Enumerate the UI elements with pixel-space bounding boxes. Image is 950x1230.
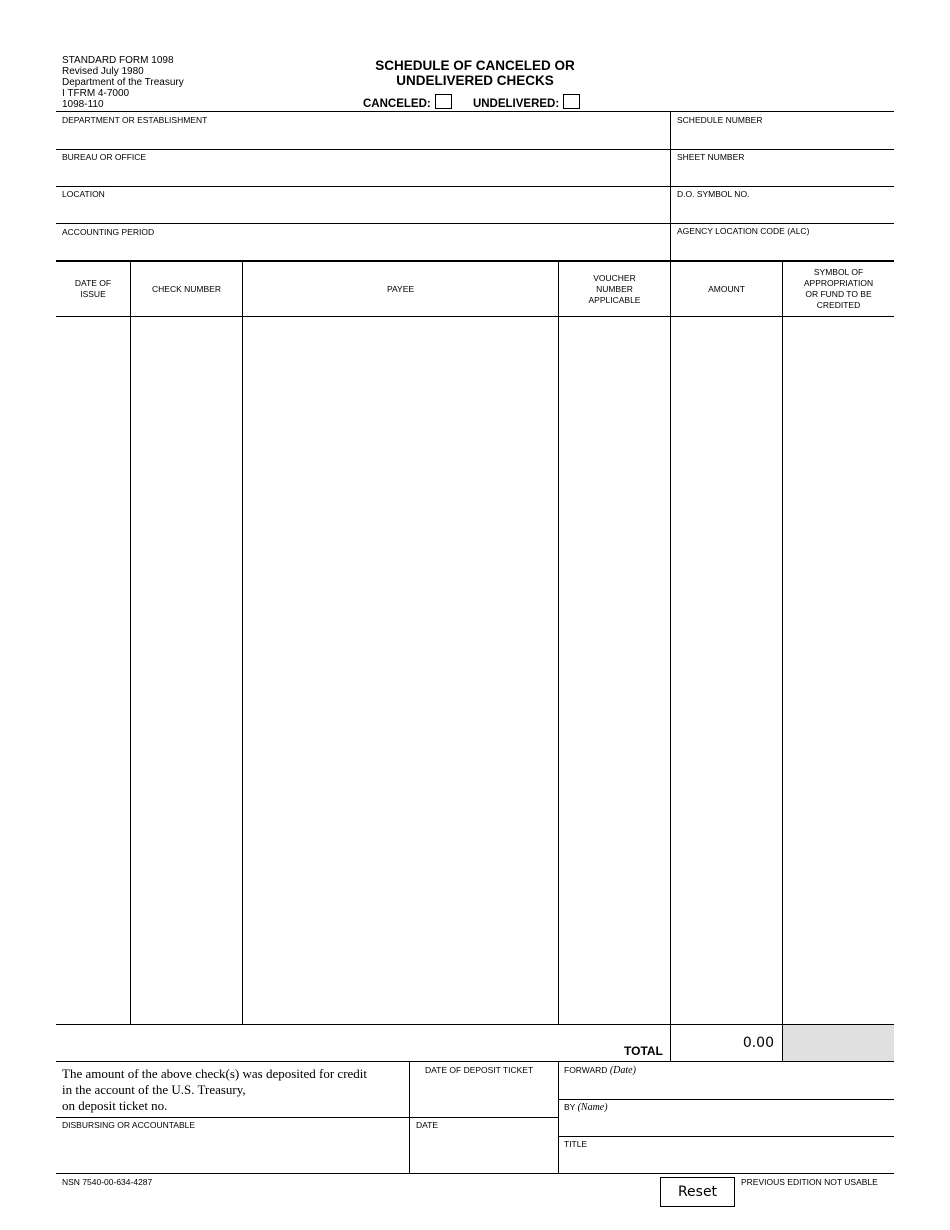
divider [56, 223, 894, 224]
divider [670, 111, 671, 261]
divider [670, 261, 671, 1062]
col-header-payee: PAYEE [386, 283, 415, 294]
by-text: BY [564, 1102, 576, 1112]
bureau-input[interactable] [60, 165, 669, 185]
divider [558, 1099, 894, 1100]
form-name: STANDARD FORM 1098 [62, 55, 174, 66]
department-label: DEPARTMENT OR ESTABLISHMENT [62, 115, 208, 125]
divider [56, 149, 894, 150]
symbol-column[interactable] [786, 320, 894, 1024]
col-voucher-line: NUMBER [596, 283, 633, 294]
schedule-number-input[interactable] [675, 128, 894, 148]
payee-column[interactable] [246, 320, 558, 1024]
deposit-line: on deposit ticket no. [62, 1098, 168, 1113]
col-header-amount: AMOUNT [708, 283, 745, 294]
divider [56, 1024, 894, 1025]
undelivered-label: UNDELIVERED: [472, 98, 560, 110]
disbursing-input[interactable] [60, 1136, 409, 1168]
by-hint: (Name) [577, 1102, 608, 1113]
deposit-line: The amount of the above check(s) was deposited for credit [62, 1066, 368, 1081]
canceled-label: CANCELED: [363, 98, 431, 110]
col-voucher-line: VOUCHER [593, 272, 636, 283]
title-input[interactable] [562, 1152, 894, 1172]
date-input[interactable] [413, 1136, 557, 1168]
total-amount[interactable]: 0.00 [742, 1035, 774, 1051]
undelivered-checkbox[interactable] [563, 94, 580, 109]
check-type-selector [363, 94, 580, 110]
nsn-number: NSN 7540-00-634-4287 [62, 1177, 153, 1187]
col-date-line: ISSUE [80, 289, 106, 299]
date-of-deposit-label: DATE OF DEPOSIT TICKET [425, 1065, 534, 1075]
forward-hint: (Date) [609, 1065, 636, 1076]
previous-edition-note: PREVIOUS EDITION NOT USABLE [741, 1177, 878, 1187]
department-text: Department of the Treasury [62, 77, 184, 88]
by-input[interactable] [562, 1116, 894, 1136]
divider [242, 261, 243, 1025]
divider [56, 1061, 894, 1062]
deposit-ticket-number-input[interactable] [185, 1097, 404, 1115]
col-symbol-line: SYMBOL OF [813, 267, 864, 277]
title-line-2: UNDELIVERED CHECKS [396, 73, 554, 88]
col-date-line: DATE OF [74, 278, 112, 288]
bureau-label: BUREAU OR OFFICE [62, 152, 147, 162]
divider [558, 261, 559, 1025]
title-label: TITLE [564, 1139, 588, 1149]
divider [558, 1061, 559, 1173]
schedule-number-label: SCHEDULE NUMBER [677, 115, 763, 125]
col-symbol-line: OR FUND TO BE [805, 289, 872, 299]
divider [558, 1136, 894, 1137]
col-header-symbol [783, 262, 894, 316]
divider [56, 316, 894, 317]
form-identification [62, 55, 184, 110]
deposit-line: in the account of the U.S. Treasury, [62, 1082, 246, 1097]
divider [56, 186, 894, 187]
col-symbol-line: CREDITED [816, 300, 861, 310]
form-title [330, 58, 620, 88]
title-line-1: SCHEDULE OF CANCELED OR [375, 58, 575, 73]
tfrm-code: I TFRM 4-7000 [62, 88, 130, 99]
accounting-period-input[interactable] [60, 239, 669, 259]
col-symbol-line: APPROPRIATION [803, 278, 874, 288]
alc-input[interactable] [675, 239, 894, 259]
divider [130, 261, 131, 1025]
check-number-column[interactable] [134, 320, 242, 1024]
location-input[interactable] [60, 202, 669, 222]
col-voucher-line: APPLICABLE [588, 294, 641, 305]
voucher-column[interactable] [562, 320, 670, 1024]
sheet-number-input[interactable] [675, 165, 894, 185]
alc-label: AGENCY LOCATION CODE (ALC) [677, 226, 810, 236]
by-label [564, 1102, 608, 1113]
amount-column[interactable] [674, 320, 782, 1024]
total-shaded-cell [783, 1025, 894, 1061]
disbursing-label: DISBURSING OR ACCOUNTABLE [62, 1120, 196, 1130]
location-label: LOCATION [62, 189, 105, 199]
col-header-date [56, 262, 130, 316]
reset-button[interactable]: Reset [660, 1177, 735, 1207]
divider [56, 1117, 558, 1118]
date-label: DATE [416, 1120, 439, 1130]
total-label: TOTAL [624, 1044, 663, 1058]
divider [56, 1173, 894, 1174]
date-of-issue-column[interactable] [58, 320, 130, 1024]
canceled-checkbox[interactable] [435, 94, 452, 109]
do-symbol-input[interactable] [675, 202, 894, 222]
forward-text: FORWARD [564, 1065, 608, 1075]
department-input[interactable] [60, 128, 669, 148]
date-of-deposit-input[interactable] [413, 1080, 557, 1112]
col-header-check-number: CHECK NUMBER [152, 283, 221, 294]
divider [782, 261, 783, 1062]
forward-input[interactable] [562, 1079, 894, 1099]
sheet-number-label: SHEET NUMBER [677, 152, 745, 162]
form-code: 1098-110 [62, 99, 104, 110]
col-header-voucher [559, 262, 670, 316]
accounting-period-label: ACCOUNTING PERIOD [62, 227, 155, 237]
divider [56, 111, 894, 112]
forward-label [564, 1065, 636, 1076]
do-symbol-label: D.O. SYMBOL NO. [677, 189, 750, 199]
revised-date: Revised July 1980 [62, 66, 144, 77]
